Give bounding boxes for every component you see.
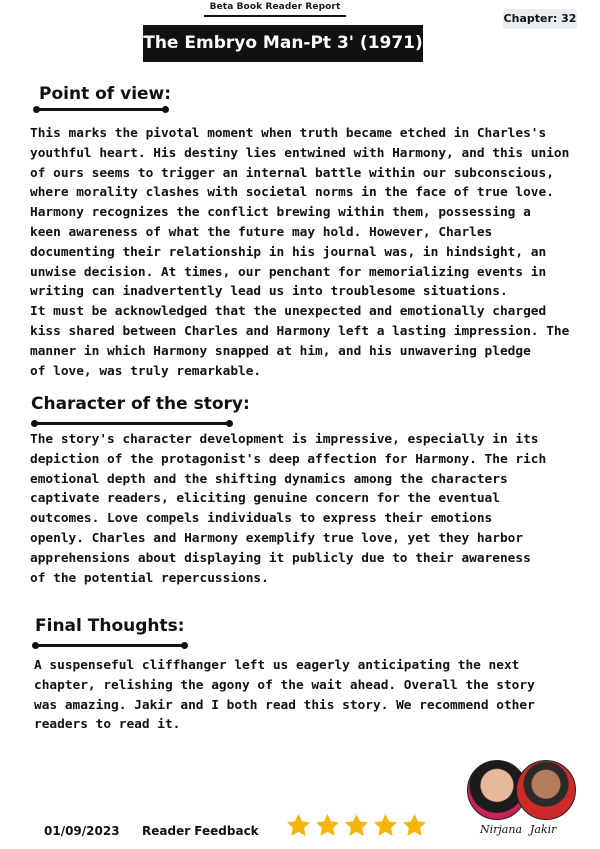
heading-rule [36,644,184,647]
rule-dot [226,420,233,427]
chapter-badge: Chapter: 32 [503,9,577,29]
final-thoughts-body: A suspenseful cliffhanger left us eagerly anticipating the next chapter, relishing the agony of the wait ahead. Overall the story was amazing. Jakir and I both read this story. We recommend other readers to read it. [34,658,535,733]
heading-rule [34,422,230,425]
rule-dot [181,642,188,649]
star-icon [401,812,428,839]
reviewer-avatar-jakir [516,760,576,820]
point-of-view-body: This marks the pivotal moment when truth became etched in Charles's youthful heart. His destiny lies entwined with Harmony, and this union of ours seems to trigger an internal battle within our subconscious, where morality clashes with societal norms in the face of true love. Harmony recognizes the conflict brewing within them, possessing a keen awareness of what the future may hold. However, Charles documenting their relationship in his journal was, in hindsight, an unwise decision. At times, our penchant for memorializing events in writing can inadvertently lead us into troublesome situations. It must be acknowledged that the unexpected and emotionally charged kiss shared between Charles and Harmony left a lasting impression. The manner in which Harmony snapped at him, and his unwavering pledge of love, was truly remarkable. [30,126,570,379]
report-date: 01/09/2023 [44,824,120,838]
heading-rule [38,108,166,111]
star-icon [285,812,312,839]
page-title: The Embryo Man-Pt 3' (1971) [143,25,423,62]
rule-dot [162,106,169,113]
rating-stars [285,812,428,839]
rule-dot [33,106,40,113]
heading-point-of-view: Point of view: [39,84,172,104]
star-icon [314,812,341,839]
report-tag: Beta Book Reader Report [209,2,341,12]
character-body: The story's character development is impressive, especially in its depiction of the protagonist's deep affection for Harmony. The rich emotional depth and the shifting dynamics among the characters captivate readers, eliciting genuine concern for the eventual outcomes. Love compels individuals to express their emotions openly. Charles and Harmony exemplify true love, yet they harbor apprehensions about displaying it publicly due to their awareness of the potential repercussions. [30,432,547,586]
star-icon [372,812,399,839]
star-icon [343,812,370,839]
heading-final-thoughts: Final Thoughts: [35,616,185,636]
reader-feedback-label: Reader Feedback [142,824,259,838]
rule-dot [32,642,39,649]
heading-character: Character of the story: [31,394,250,414]
reviewer-signature-jakir: Jakir [530,823,557,836]
rule-dot [31,420,38,427]
report-tag-underline [204,15,346,17]
reviewer-signature-nirjana: Nirjana [480,823,523,836]
